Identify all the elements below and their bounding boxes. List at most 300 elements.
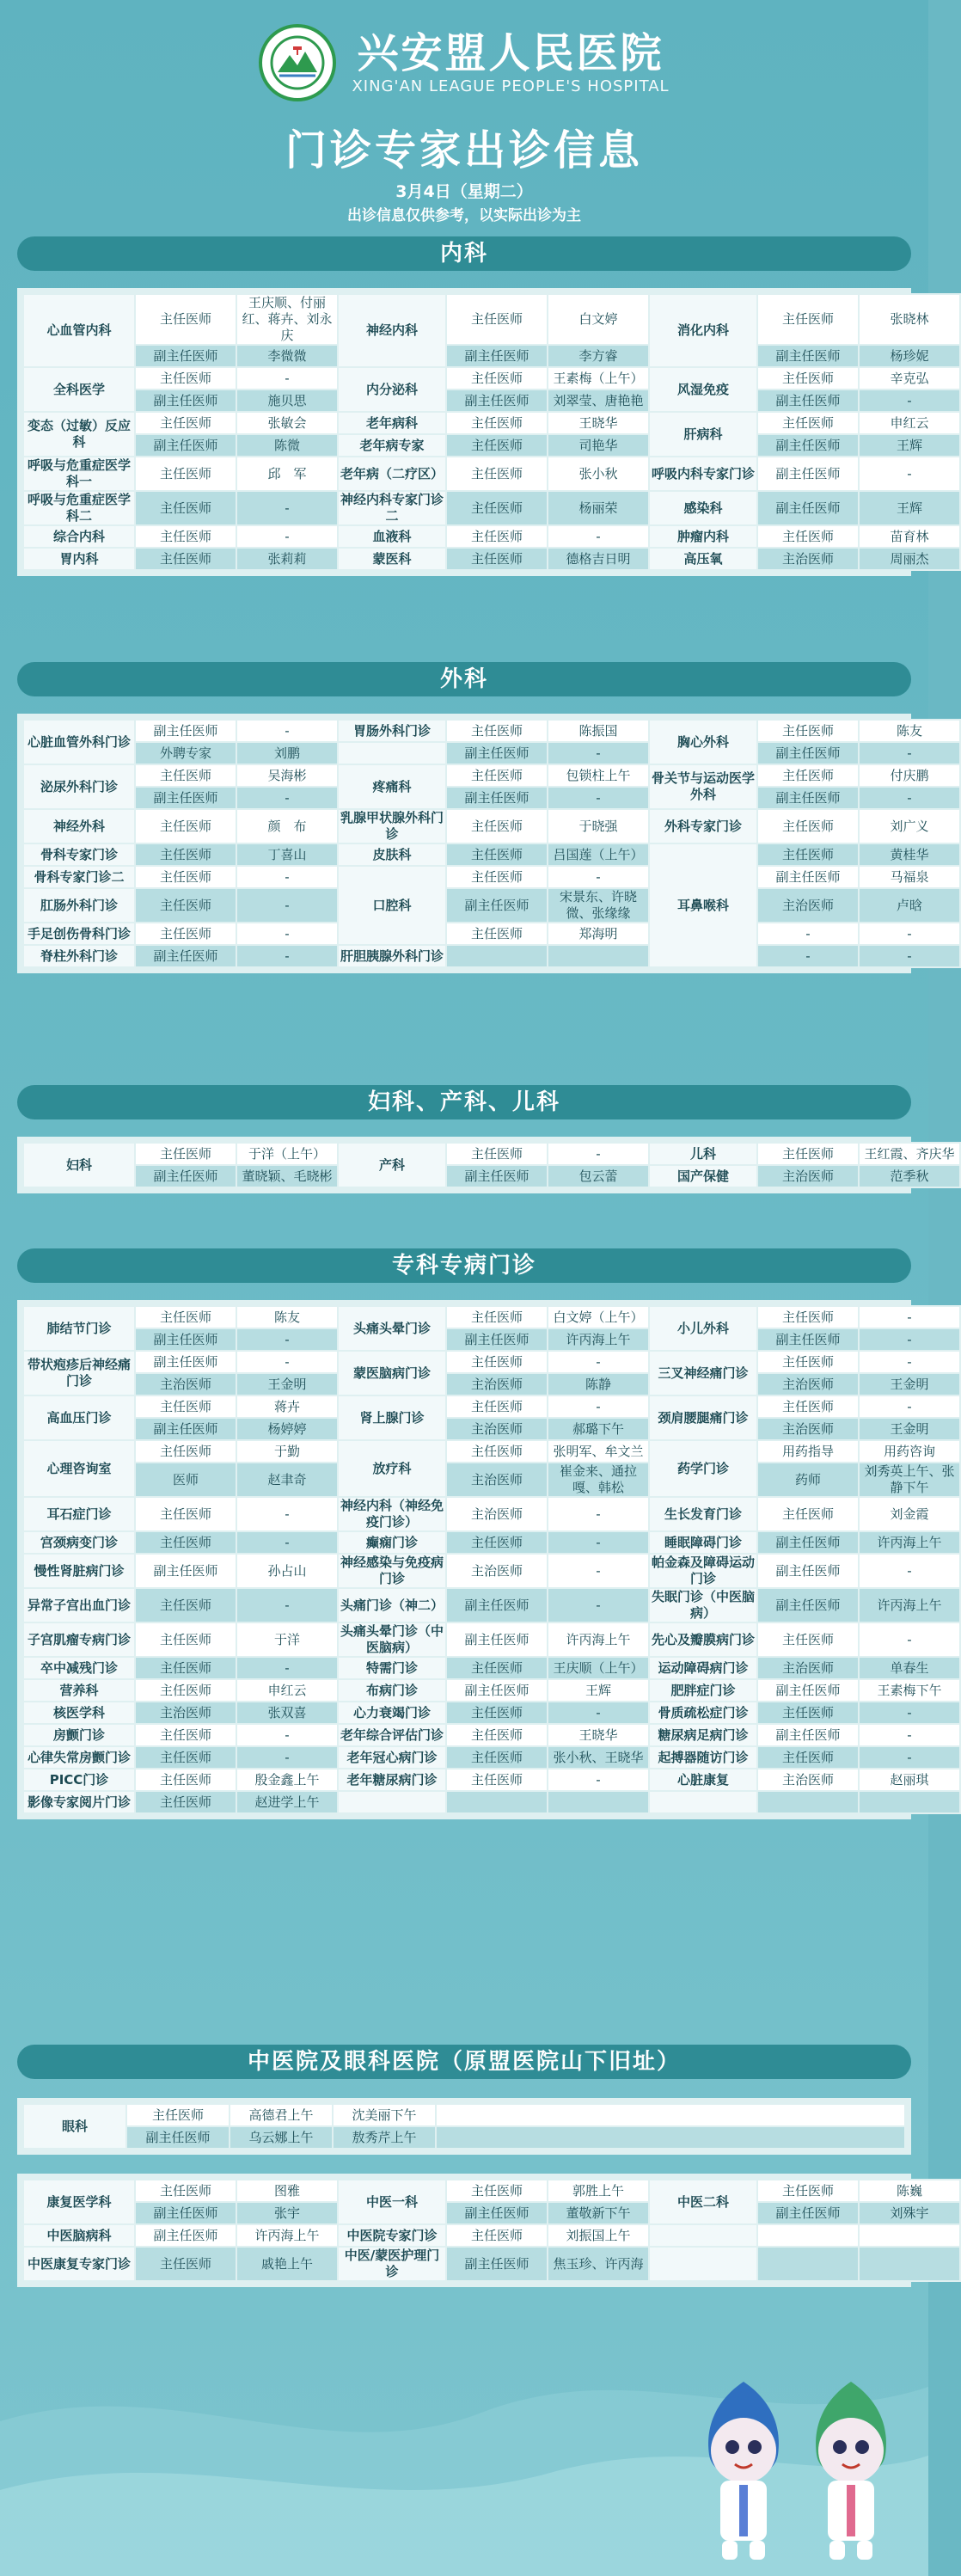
schedule-cell: - xyxy=(859,923,960,945)
table-row xyxy=(23,457,960,491)
schedule-cell: 主治医师 xyxy=(446,1497,548,1531)
table-row xyxy=(23,923,960,945)
department-cell: 血液科 xyxy=(338,525,446,548)
schedule-cell: 主任医师 xyxy=(135,1746,236,1769)
schedule-cell: 李微微 xyxy=(236,345,338,367)
table-row xyxy=(23,1657,960,1679)
schedule-cell: 副主任医师 xyxy=(757,389,859,412)
department-cell: 肛肠外科门诊 xyxy=(23,888,135,923)
department-cell: 生长发育门诊 xyxy=(649,1497,757,1531)
schedule-cell: 副主任医师 xyxy=(135,787,236,809)
schedule-cell: 董敬新下午 xyxy=(548,2202,649,2224)
schedule-cell: 宋景东、许晓微、张缘缘 xyxy=(548,888,649,923)
table-row xyxy=(23,434,960,457)
schedule-cell: - xyxy=(236,1657,338,1679)
schedule-cell: 主任医师 xyxy=(446,294,548,345)
schedule-cell: 药师 xyxy=(757,1463,859,1497)
schedule-cell: 主治医师 xyxy=(135,1373,236,1395)
schedule-cell: 卢晗 xyxy=(859,888,960,923)
schedule-cell: - xyxy=(548,1395,649,1418)
schedule-cell: 郭胜上午 xyxy=(548,2180,649,2202)
schedule-cell: 包云蕾 xyxy=(548,1165,649,1187)
schedule-cell: 司艳华 xyxy=(548,434,649,457)
department-cell: 外科专家门诊 xyxy=(649,809,757,843)
table-row xyxy=(23,1165,960,1187)
schedule-cell: 主治医师 xyxy=(446,1463,548,1497)
department-cell: 口腔科 xyxy=(338,866,446,945)
schedule-cell: 主治医师 xyxy=(757,1769,859,1791)
schedule-cell: 副主任医师 xyxy=(135,389,236,412)
schedule-cell: 副主任医师 xyxy=(135,1554,236,1588)
schedule-cell: - xyxy=(757,923,859,945)
schedule-cell: 主任医师 xyxy=(135,1395,236,1418)
schedule-cell xyxy=(859,1791,960,1813)
schedule-cell: 副主任医师 xyxy=(446,888,548,923)
department-cell: 胸心外科 xyxy=(649,720,757,764)
schedule-cell: 张敏会 xyxy=(236,412,338,434)
schedule-cell: 陈友 xyxy=(859,720,960,742)
schedule-cell: 主任医师 xyxy=(135,412,236,434)
department-cell: 失眠门诊（中医脑病） xyxy=(649,1588,757,1622)
schedule-cell: 外聘专家 xyxy=(135,742,236,764)
table-row xyxy=(23,1746,960,1769)
schedule-cell: 刘翠莹、唐艳艳 xyxy=(548,389,649,412)
schedule-cell: 王金明 xyxy=(236,1373,338,1395)
schedule-cell: 申红云 xyxy=(859,412,960,434)
schedule-cell: 主任医师 xyxy=(757,1497,859,1531)
schedule-cell: 陈巍 xyxy=(859,2180,960,2202)
schedule-cell: 主治医师 xyxy=(757,548,859,570)
department-cell: 疼痛科 xyxy=(338,764,446,809)
schedule-cell: 主任医师 xyxy=(135,1791,236,1813)
eye-table xyxy=(22,2103,906,2150)
schedule-cell: - xyxy=(548,1769,649,1791)
schedule-cell: 主任医师 xyxy=(757,412,859,434)
department-cell: 心律失常房颤门诊 xyxy=(23,1746,135,1769)
schedule-cell: 主任医师 xyxy=(135,457,236,491)
department-cell: 神经内科 xyxy=(338,294,446,367)
schedule-cell: 王金明 xyxy=(859,1418,960,1440)
schedule-cell: 主任医师 xyxy=(135,525,236,548)
eye-doctor: 乌云娜上午 xyxy=(230,2126,333,2149)
schedule-cell: 副主任医师 xyxy=(757,2202,859,2224)
department-cell: 卒中减残门诊 xyxy=(23,1657,135,1679)
schedule-cell: 副主任医师 xyxy=(757,866,859,888)
schedule-cell: 焦玉珍、许丙海 xyxy=(548,2247,649,2281)
schedule-cell: 副主任医师 xyxy=(135,345,236,367)
schedule-cell: - xyxy=(236,923,338,945)
department-cell: 乳腺甲状腺外科门诊 xyxy=(338,809,446,843)
schedule-cell: 施贝思 xyxy=(236,389,338,412)
schedule-cell: 副主任医师 xyxy=(446,787,548,809)
department-cell: 老年糖尿病门诊 xyxy=(338,1769,446,1791)
department-cell: 带状疱疹后神经痛门诊 xyxy=(23,1351,135,1395)
section-gyn-obs-peds xyxy=(17,1085,955,1193)
schedule-cell: 副主任医师 xyxy=(757,1531,859,1554)
schedule-cell: 主任医师 xyxy=(135,367,236,389)
schedule-cell: - xyxy=(859,1395,960,1418)
department-cell: 中医脑病科 xyxy=(23,2224,135,2247)
schedule-cell: 付庆鹏 xyxy=(859,764,960,787)
schedule-cell: - xyxy=(859,1554,960,1588)
schedule-cell: 主任医师 xyxy=(757,809,859,843)
schedule-cell: 王辉 xyxy=(859,434,960,457)
schedule-cell: 主任医师 xyxy=(135,1497,236,1531)
schedule-cell xyxy=(859,2247,960,2281)
schedule-cell: 张小秋 xyxy=(548,457,649,491)
schedule-cell: 于洋（上午） xyxy=(236,1143,338,1165)
section-panel xyxy=(17,714,929,973)
schedule-cell: 张宇 xyxy=(236,2202,338,2224)
table-row xyxy=(23,1724,960,1746)
department-cell: 骨科专家门诊 xyxy=(23,843,135,866)
schedule-cell: 主任医师 xyxy=(757,1702,859,1724)
schedule-cell: 主任医师 xyxy=(446,1440,548,1463)
schedule-cell: 包锁柱上午 xyxy=(548,764,649,787)
schedule-cell xyxy=(757,2247,859,2281)
schedule-cell: 主任医师 xyxy=(446,720,548,742)
schedule-cell: 主任医师 xyxy=(446,923,548,945)
schedule-cell: - xyxy=(859,1724,960,1746)
schedule-cell: 主任医师 xyxy=(446,2180,548,2202)
schedule-cell: 副主任医师 xyxy=(135,1351,236,1373)
schedule-cell: 于洋 xyxy=(236,1622,338,1657)
eye-title: 副主任医师 xyxy=(126,2126,230,2149)
table-row xyxy=(23,2247,960,2281)
department-cell: 肝病科 xyxy=(649,412,757,457)
department-cell: 神经内科（神经免疫门诊） xyxy=(338,1497,446,1531)
table-row xyxy=(23,1351,960,1373)
department-cell: 蒙医科 xyxy=(338,548,446,570)
department-cell: 核医学科 xyxy=(23,1702,135,1724)
table-row xyxy=(23,1702,960,1724)
schedule-table xyxy=(22,1305,961,1814)
section-panel xyxy=(17,288,929,576)
schedule-cell: 主任医师 xyxy=(446,367,548,389)
schedule-cell: 许丙海上午 xyxy=(859,1588,960,1622)
schedule-cell: 主任医师 xyxy=(446,2224,548,2247)
schedule-table xyxy=(22,293,961,571)
eye-empty xyxy=(436,2104,905,2126)
schedule-cell: 主任医师 xyxy=(446,1746,548,1769)
schedule-cell: 王金明 xyxy=(859,1373,960,1395)
schedule-cell: 副主任医师 xyxy=(446,345,548,367)
department-cell: 运动障碍病门诊 xyxy=(649,1657,757,1679)
department-cell: 房颤门诊 xyxy=(23,1724,135,1746)
schedule-cell: 陈振国 xyxy=(548,720,649,742)
schedule-cell: 王晓华 xyxy=(548,412,649,434)
hospital-logo-row xyxy=(0,24,928,101)
schedule-cell: - xyxy=(548,1143,649,1165)
section-title: 中医院及眼科医院（原盟医院山下旧址） xyxy=(17,2045,911,2079)
table-row xyxy=(23,809,960,843)
schedule-cell: 张明军、牟文兰 xyxy=(548,1440,649,1463)
department-cell: 营养科 xyxy=(23,1679,135,1702)
schedule-cell xyxy=(446,945,548,967)
schedule-cell: - xyxy=(859,945,960,967)
schedule-cell: 主任医师 xyxy=(757,525,859,548)
schedule-cell: 副主任医师 xyxy=(135,1328,236,1351)
department-cell: 中医一科 xyxy=(338,2180,446,2224)
department-cell: 骨关节与运动医学外科 xyxy=(649,764,757,809)
department-cell: 耳石症门诊 xyxy=(23,1497,135,1531)
schedule-cell: 主任医师 xyxy=(446,1531,548,1554)
schedule-cell: 副主任医师 xyxy=(757,457,859,491)
mascot-characters-icon xyxy=(688,2373,911,2571)
schedule-cell: 副主任医师 xyxy=(135,1418,236,1440)
department-cell: 头痛头晕门诊（中医脑病） xyxy=(338,1622,446,1657)
schedule-table xyxy=(22,1142,961,1188)
schedule-cell: 主任医师 xyxy=(135,923,236,945)
schedule-cell: 主任医师 xyxy=(135,294,236,345)
section-title: 内科 xyxy=(17,236,911,271)
table-row xyxy=(23,294,960,345)
schedule-cell: 主任医师 xyxy=(757,1746,859,1769)
department-cell: 肾上腺门诊 xyxy=(338,1395,446,1440)
department-cell: 全科医学 xyxy=(23,367,135,412)
department-cell: 耳鼻喉科 xyxy=(649,843,757,967)
schedule-cell: 主任医师 xyxy=(446,457,548,491)
schedule-cell: 刘鹏 xyxy=(236,742,338,764)
schedule-cell: 王庆顺、付丽红、蒋卉、刘永庆 xyxy=(236,294,338,345)
schedule-cell: - xyxy=(236,1588,338,1622)
table-row xyxy=(23,1497,960,1531)
schedule-cell: - xyxy=(236,787,338,809)
schedule-cell: 杨婷婷 xyxy=(236,1418,338,1440)
department-cell: 高压氧 xyxy=(649,548,757,570)
schedule-cell: 主任医师 xyxy=(135,1440,236,1463)
schedule-cell: 主任医师 xyxy=(757,764,859,787)
schedule-cell: 主任医师 xyxy=(446,1351,548,1373)
schedule-cell: 郝璐下午 xyxy=(548,1418,649,1440)
section-surgery xyxy=(17,662,929,973)
schedule-cell: 王庆顺（上午） xyxy=(548,1657,649,1679)
schedule-cell: 副主任医师 xyxy=(135,945,236,967)
department-cell: 消化内科 xyxy=(649,294,757,367)
schedule-cell: 白文婷（上午） xyxy=(548,1306,649,1328)
schedule-cell: - xyxy=(548,1531,649,1554)
department-cell: 呼吸内科专家门诊 xyxy=(649,457,757,491)
department-cell: 骨质疏松症门诊 xyxy=(649,1702,757,1724)
department-cell: 起搏器随访门诊 xyxy=(649,1746,757,1769)
table-row xyxy=(23,1588,960,1622)
schedule-cell: - xyxy=(236,1746,338,1769)
schedule-cell: 许丙海上午 xyxy=(548,1328,649,1351)
department-cell: 脊柱外科门诊 xyxy=(23,945,135,967)
department-cell: 儿科 xyxy=(649,1143,757,1165)
schedule-cell: 主任医师 xyxy=(446,764,548,787)
schedule-cell: - xyxy=(859,1622,960,1657)
department-cell: 呼吸与危重症医学科一 xyxy=(23,457,135,491)
schedule-cell: 王素梅（上午） xyxy=(548,367,649,389)
schedule-cell: 于晓强 xyxy=(548,809,649,843)
schedule-cell: 主治医师 xyxy=(446,1554,548,1588)
schedule-cell: 白文婷 xyxy=(548,294,649,345)
schedule-cell: 副主任医师 xyxy=(446,1679,548,1702)
section-panel xyxy=(17,1137,955,1193)
mountain-emblem-icon xyxy=(269,34,326,91)
schedule-cell: 用药指导 xyxy=(757,1440,859,1463)
schedule-cell: - xyxy=(236,525,338,548)
table-row xyxy=(23,2202,960,2224)
schedule-cell: 主任医师 xyxy=(135,1143,236,1165)
department-cell: 心脏血管外科门诊 xyxy=(23,720,135,764)
schedule-cell: 主任医师 xyxy=(135,1657,236,1679)
schedule-cell: 王辉 xyxy=(859,491,960,525)
schedule-cell: 张莉莉 xyxy=(236,548,338,570)
schedule-cell: 许丙海上午 xyxy=(859,1531,960,1554)
schedule-cell: 主任医师 xyxy=(446,1769,548,1791)
department-cell: 内分泌科 xyxy=(338,367,446,412)
table-row xyxy=(23,945,960,967)
department-cell xyxy=(338,1791,446,1813)
schedule-cell: - xyxy=(548,1497,649,1531)
schedule-cell: 王红霞、齐庆华 xyxy=(859,1143,960,1165)
section-specialty-clinics xyxy=(17,1248,955,1819)
schedule-cell: 主任医师 xyxy=(757,843,859,866)
hospital-name: 兴安盟人民医院 xyxy=(357,29,664,77)
department-cell: 感染科 xyxy=(649,491,757,525)
eye-panel xyxy=(17,2098,911,2155)
schedule-cell: 主任医师 xyxy=(135,1588,236,1622)
schedule-cell: 丁喜山 xyxy=(236,843,338,866)
header xyxy=(0,0,928,232)
schedule-cell: - xyxy=(236,720,338,742)
department-cell: 肺结节门诊 xyxy=(23,1306,135,1351)
schedule-cell: 刘振国上午 xyxy=(548,2224,649,2247)
department-cell: 特需门诊 xyxy=(338,1657,446,1679)
schedule-cell: - xyxy=(236,1351,338,1373)
schedule-cell: 副主任医师 xyxy=(135,720,236,742)
department-cell: 泌尿外科门诊 xyxy=(23,764,135,809)
schedule-cell: 陈静 xyxy=(548,1373,649,1395)
department-cell: 三叉神经痛门诊 xyxy=(649,1351,757,1395)
schedule-cell: - xyxy=(859,1746,960,1769)
table-row xyxy=(23,2180,960,2202)
department-cell: 中医/蒙医护理门诊 xyxy=(338,2247,446,2281)
table-row xyxy=(23,1769,960,1791)
schedule-cell: 主任医师 xyxy=(757,1622,859,1657)
department-cell: 神经感染与免疫病门诊 xyxy=(338,1554,446,1588)
table-row xyxy=(23,1531,960,1554)
schedule-cell: 副主任医师 xyxy=(757,434,859,457)
schedule-cell: 李方睿 xyxy=(548,345,649,367)
schedule-cell: 主治医师 xyxy=(446,1418,548,1440)
schedule-cell xyxy=(548,1791,649,1813)
schedule-cell: - xyxy=(236,1531,338,1554)
schedule-cell: - xyxy=(859,1328,960,1351)
department-cell: 骨科专家门诊二 xyxy=(23,866,135,888)
department-cell: 康复医学科 xyxy=(23,2180,135,2224)
table-row xyxy=(23,1143,960,1165)
department-cell: 放疗科 xyxy=(338,1440,446,1497)
schedule-cell: 主任医师 xyxy=(446,1702,548,1724)
table-row xyxy=(23,525,960,548)
schedule-cell: 主任医师 xyxy=(135,843,236,866)
schedule-cell: 德格吉日明 xyxy=(548,548,649,570)
section-internal-medicine xyxy=(17,236,929,576)
schedule-cell: 吴海彬 xyxy=(236,764,338,787)
schedule-cell: - xyxy=(859,457,960,491)
department-cell: 布病门诊 xyxy=(338,1679,446,1702)
schedule-cell: - xyxy=(236,1724,338,1746)
schedule-cell: 主治医师 xyxy=(757,1165,859,1187)
table-row xyxy=(23,367,960,389)
schedule-cell: 图雅 xyxy=(236,2180,338,2202)
department-cell: 小儿外科 xyxy=(649,1306,757,1351)
schedule-cell: 陈微 xyxy=(236,434,338,457)
department-cell: 蒙医脑病门诊 xyxy=(338,1351,446,1395)
department-cell: PICC门诊 xyxy=(23,1769,135,1791)
schedule-cell: 主任医师 xyxy=(135,1622,236,1657)
schedule-cell: 副主任医师 xyxy=(757,491,859,525)
table-row xyxy=(23,764,960,787)
schedule-cell: 主任医师 xyxy=(757,2180,859,2202)
department-cell: 胃内科 xyxy=(23,548,135,570)
schedule-cell: 副主任医师 xyxy=(135,2224,236,2247)
eye-doctor: 高德君上午 xyxy=(230,2104,333,2126)
department-cell: 心脏康复 xyxy=(649,1769,757,1791)
table-row xyxy=(23,2224,960,2247)
tcm-panel xyxy=(17,2174,929,2287)
schedule-cell: 主任医师 xyxy=(135,866,236,888)
schedule-cell: 副主任医师 xyxy=(446,1328,548,1351)
department-cell: 宫颈病变门诊 xyxy=(23,1531,135,1554)
department-cell: 妇科 xyxy=(23,1143,135,1187)
schedule-cell: 刘殊宇 xyxy=(859,2202,960,2224)
table-row xyxy=(23,1679,960,1702)
schedule-cell: 陈友 xyxy=(236,1306,338,1328)
schedule-cell: 副主任医师 xyxy=(135,2202,236,2224)
schedule-cell: 主任医师 xyxy=(135,809,236,843)
schedule-cell: 郑海明 xyxy=(548,923,649,945)
schedule-cell: - xyxy=(548,866,649,888)
table-row xyxy=(23,1791,960,1813)
schedule-cell: 于勤 xyxy=(236,1440,338,1463)
department-cell: 胃肠外科门诊 xyxy=(338,720,446,742)
table-row xyxy=(23,1418,960,1440)
schedule-cell: 主任医师 xyxy=(135,548,236,570)
schedule-cell: - xyxy=(859,1306,960,1328)
schedule-cell: 赵聿奇 xyxy=(236,1463,338,1497)
schedule-cell: 副主任医师 xyxy=(135,1165,236,1187)
schedule-cell: 黄桂华 xyxy=(859,843,960,866)
schedule-cell xyxy=(446,1791,548,1813)
schedule-note: 出诊信息仅供参考，以实际出诊为主 xyxy=(347,207,581,224)
department-cell xyxy=(338,742,446,764)
schedule-cell: 副主任医师 xyxy=(757,787,859,809)
schedule-cell: 副主任医师 xyxy=(446,1622,548,1657)
department-cell: 国产保健 xyxy=(649,1165,757,1187)
department-cell: 头痛头晕门诊 xyxy=(338,1306,446,1351)
table-row xyxy=(23,787,960,809)
eye-doctor: 敖秀芹上午 xyxy=(333,2126,436,2149)
schedule-cell: 主治医师 xyxy=(757,888,859,923)
schedule-date: 3月4日（星期二） xyxy=(395,182,533,201)
department-cell: 手足创伤骨科门诊 xyxy=(23,923,135,945)
schedule-cell: 主任医师 xyxy=(135,2247,236,2281)
schedule-cell: 主治医师 xyxy=(757,1657,859,1679)
department-cell xyxy=(649,2247,757,2281)
schedule-cell: 邱 军 xyxy=(236,457,338,491)
schedule-cell: 辛克弘 xyxy=(859,367,960,389)
department-cell: 先心及瓣膜病门诊 xyxy=(649,1622,757,1657)
department-cell: 药学门诊 xyxy=(649,1440,757,1497)
table-row xyxy=(23,1440,960,1463)
department-cell: 呼吸与危重症医学科二 xyxy=(23,491,135,525)
schedule-cell: 主任医师 xyxy=(135,1531,236,1554)
schedule-cell: - xyxy=(548,787,649,809)
